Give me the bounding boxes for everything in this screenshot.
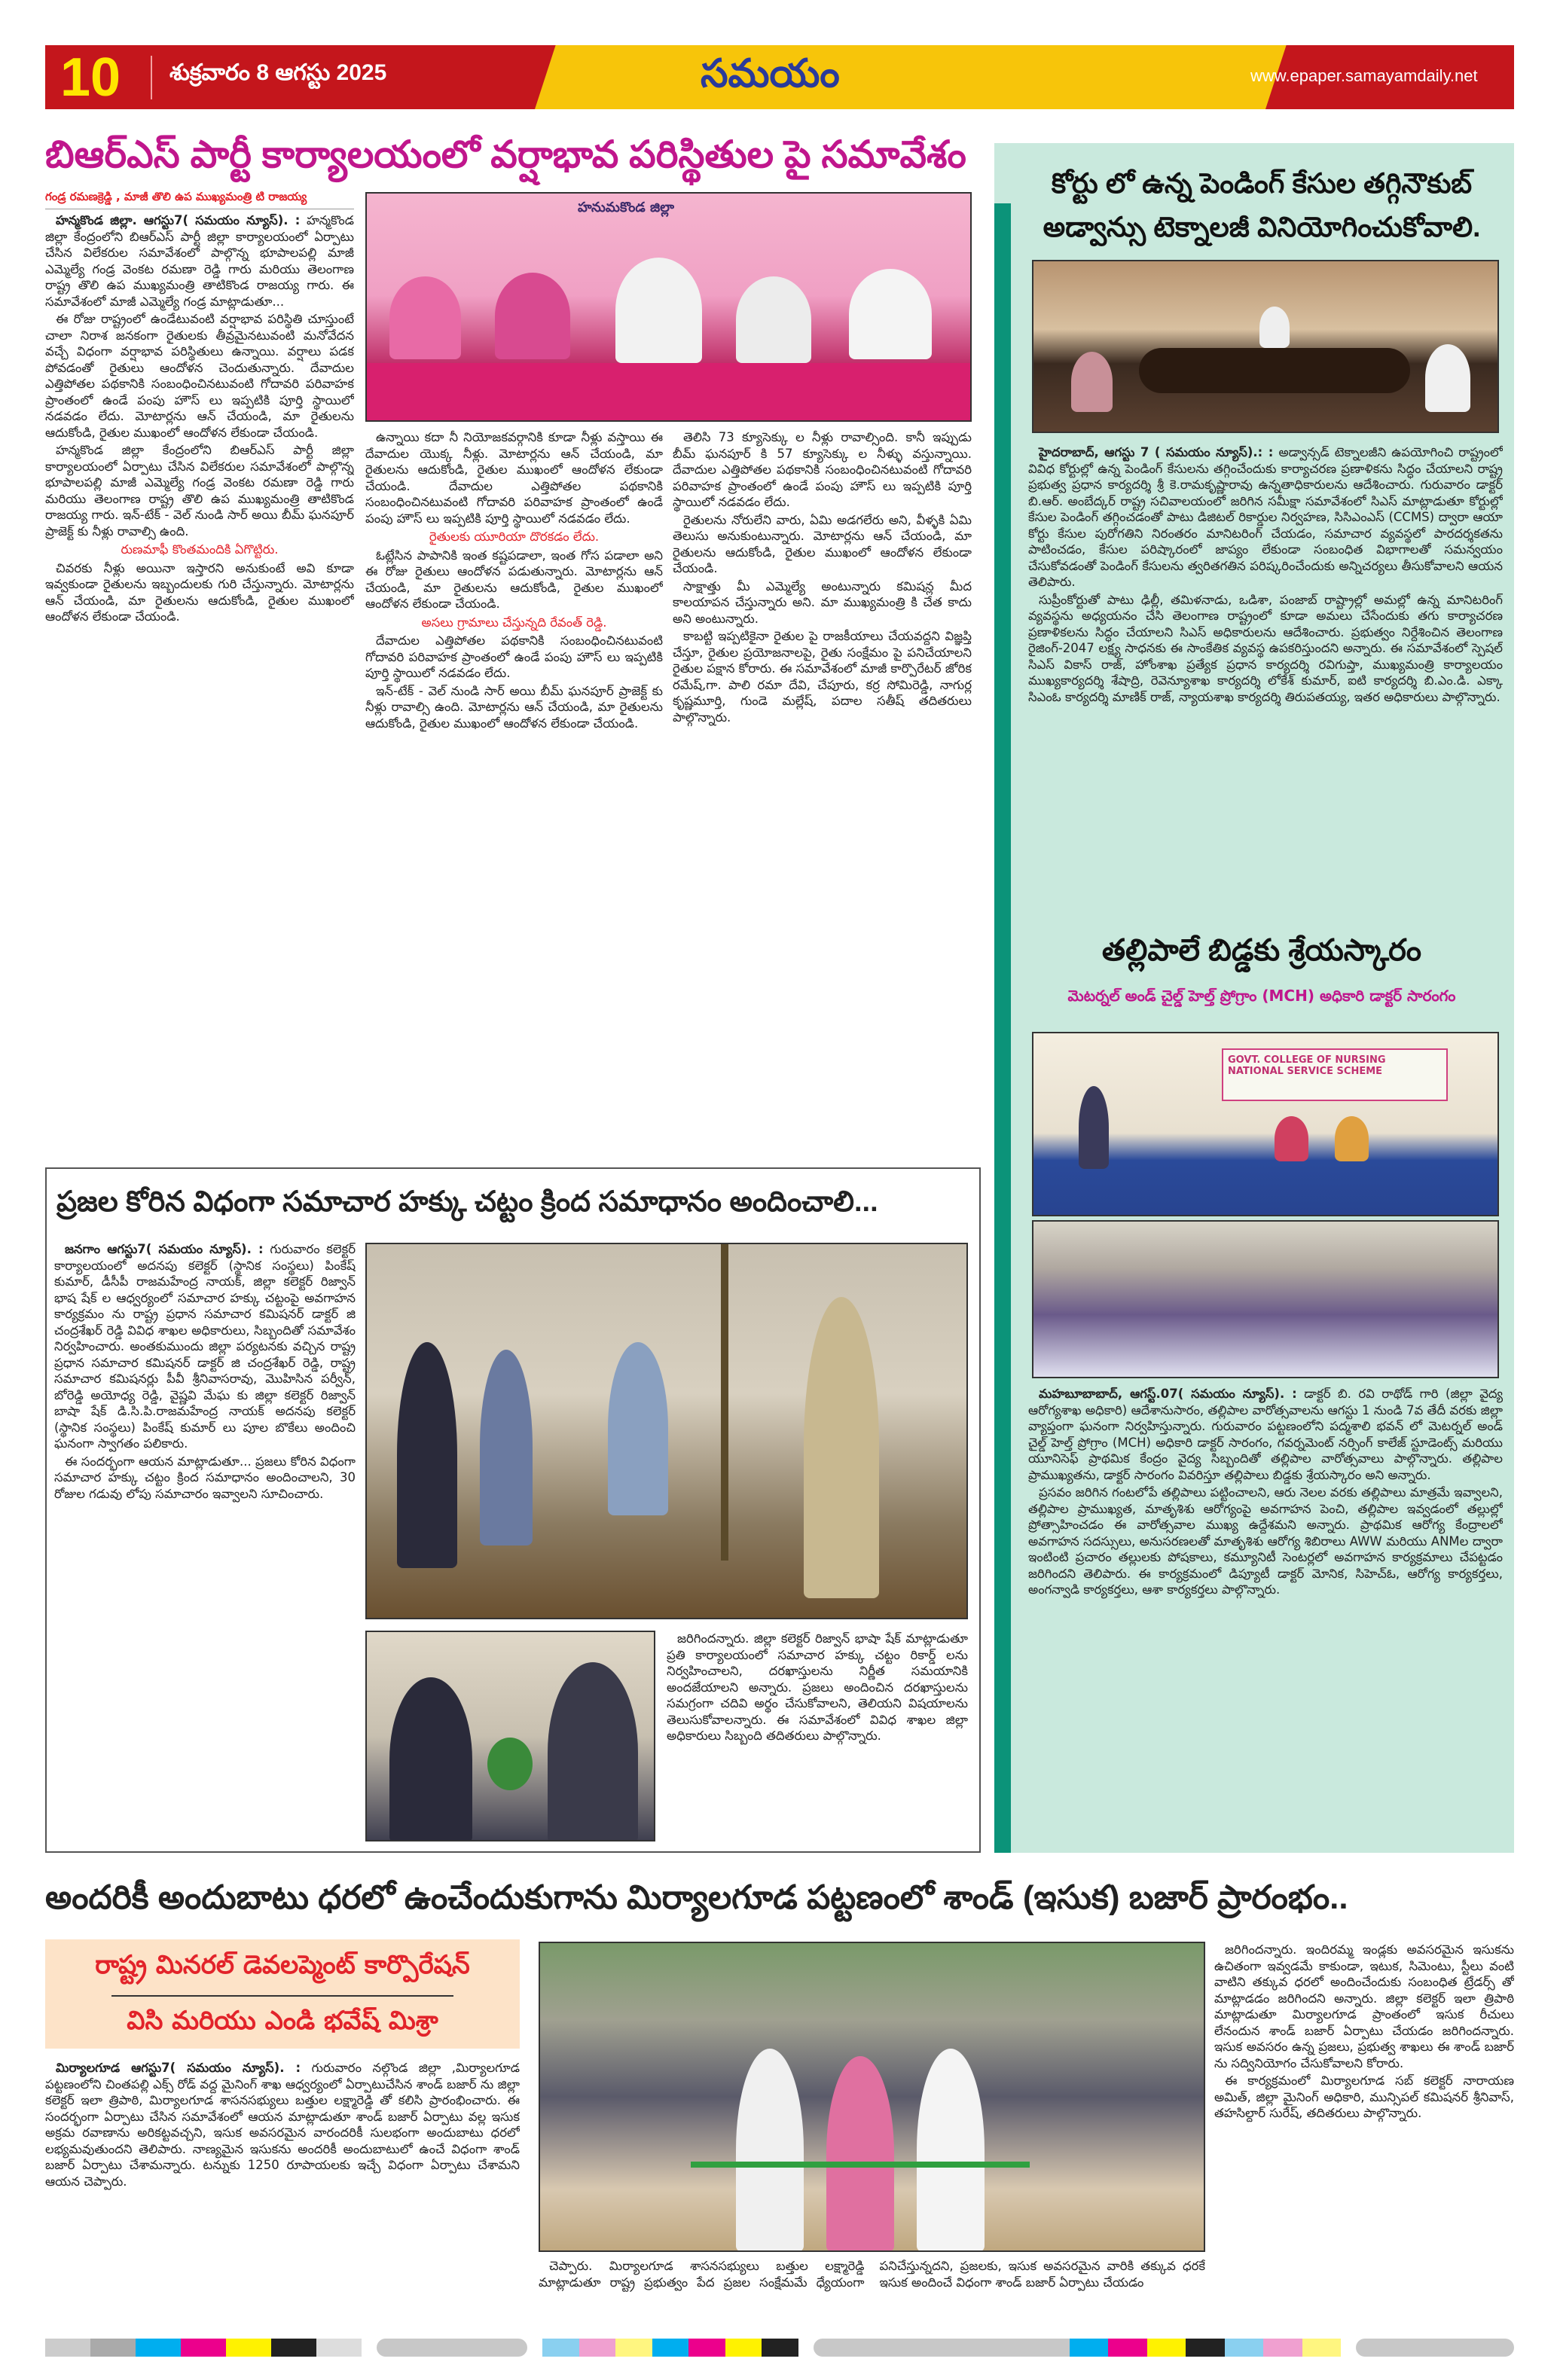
dateline: హన్మకొండ జిల్లా. ఆగస్టు7( సమయం న్యూస్). : <box>56 213 301 227</box>
story4-photo-plant-gift <box>365 1631 655 1841</box>
story5-under-photo <box>539 2258 1205 2326</box>
newspaper-logo: సమయం <box>701 52 840 96</box>
paragraph <box>1028 1484 1503 1598</box>
paragraph <box>45 212 354 310</box>
person-figure <box>1335 1116 1369 1161</box>
color-registration-bar <box>542 2339 798 2357</box>
paragraph-text: ఈ సందర్భంగా ఆయన మాట్లాడుతూ... ప్రజలు కోరిన విధంగా సమాచార హక్కు చట్టం క్రింద సమాధానం అందించాలని, 30 రోజుల గడువు లోపు సమాచారం ఇవ్వాలని సూచించారు. <box>54 1454 356 1501</box>
paragraph <box>539 2258 1205 2291</box>
story2-headline <box>1017 162 1507 249</box>
dateline: మహబూబాబాద్, ఆగస్ట్.07( సమయం న్యూస్). : <box>1039 1387 1297 1401</box>
gray-bar <box>377 2339 527 2357</box>
person-figure <box>495 273 570 359</box>
person-figure <box>1275 1116 1308 1161</box>
issue-date: శుక్రవారం 8 ఆగస్టు 2025 <box>169 60 387 85</box>
person-figure <box>1425 344 1470 412</box>
person-figure <box>1079 1086 1109 1169</box>
person-figure <box>480 1350 533 1545</box>
dateline: మిర్యాలగూడ ఆగస్టు7( సమయం న్యూస్). : <box>56 2061 301 2075</box>
story3-photo-stage <box>1032 1032 1499 1216</box>
masthead-yellow-band <box>535 45 1287 109</box>
paragraph <box>365 633 663 682</box>
paragraph <box>45 311 354 441</box>
color-registration-bar <box>1070 2339 1341 2357</box>
paragraph <box>1028 444 1503 590</box>
paragraph <box>365 429 663 526</box>
paragraph <box>673 578 972 627</box>
story5-photo-inauguration <box>539 1942 1205 2252</box>
panel-accent-bar <box>994 203 1011 1853</box>
paragraph <box>1214 1942 1514 2071</box>
paragraph-text: ఈ రోజు రాష్ట్రంలో ఉండేటువంటి వర్షాభావ పరిస్థితి చూస్తుంటే చాలా నిరాశ జనకంగా రైతులకు తీవ్రమైనటువంటి మనోవేదన వచ్చే విధంగా వర్షాభావ పరిస్థితులు ఉన్నాయి. వర్షాలు పడక పోవడంతో రైతులు ఆందోళన చెందుతున్నారు. దేవాదుల ఎత్తిపోతల పథకానికి సంబంధించినటువంటి గోదావరి పరివాహక ప్రాంతంలో ఉండే పంపు హౌస్ లు ఇప్పటికి పూర్తి స్థాయిలో నడవడం లేదు. మోటార్లను ఆన్ చేయండి, మా రైతులను ఆదుకోండి, రైతుల ముఖంలో ఆందోళన లేకుండా చేయండి. <box>45 312 354 440</box>
gray-bar <box>1356 2339 1514 2357</box>
divider <box>111 1995 453 1997</box>
story2-headline-line2: అడ్వాన్సు టెక్నాలజీ వినియోగించుకోవాలి. <box>1043 212 1481 243</box>
color-registration-bar <box>45 2339 362 2357</box>
story5-column-1 <box>45 2060 520 2324</box>
paragraph <box>45 2060 520 2189</box>
paragraph-text: ఇన్-టేక్ - వెల్ నుండి సార్ అయి బీమ్ ఘనపూర్ ప్రాజెక్ట్ కు నీళ్లు రావాల్సి ఉంది. మోటార్లను ఆన్ చేయండి, మా రైతులను ఆదుకోండి, రైతుల ముఖంలో ఆందోళన లేకుండా చేయండి. <box>365 683 663 731</box>
story3-photo-group <box>1032 1220 1499 1378</box>
stage-banner <box>1222 1048 1448 1101</box>
highlight-line-1: రాష్ట్ర మినరల్ డెవలప్మెంట్ కార్పొరేషన్ <box>95 1950 470 1980</box>
paragraph <box>673 512 972 577</box>
person-figure <box>615 258 702 363</box>
paragraph-text: గురువారం నల్గొండ జిల్లా ,మిర్యాలగూడ పట్టణంలోని చింతపల్లి ఎక్స్ రోడ్ వద్ద మైనింగ్ శాఖ ఆధ్వర్యంలో ఏర్పాటుచేసిన శాండ్ బజార్ ను జిల్లా కలెక్టర్ ఇలా త్రిపాఠి, మిర్యాలగూడ శాసనసభ్యులు బత్తుల లక్ష్మారెడ్డి తో కలిసి ప్రారంభించారు. ఈ సందర్భంగా ఏర్పాటు చేసిన సమావేశంలో ఆయన మాట్లాడుతూ శాండ్ బజార్ ఏర్పాటు వల్ల ఇసుక అక్రమ రవాణాను అరికట్టవచ్చని, ఇసుక అవసరమైన వారందరికీ సులభంగా అందుబాటు ధరలో లభ్యమవుతుందని తెలిపారు. నాణ్యమైన ఇసుకను అందరికీ అందుబాటులో ఉంచే విధంగా శాండ్ బజార్ ఏర్పాటు చేశామన్నారు. టన్నుకు 1250 రూపాయలకు ఇచ్చే విధంగా ఏర్పాటు చేశామని ఆయన చెప్పారు. <box>45 2061 520 2189</box>
dateline: హైదరాబాద్, ఆగస్టు 7 ( సమయం న్యూస్).: : <box>1039 445 1274 459</box>
paragraph-text: దేవాదుల ఎత్తిపోతల పథకానికి సంబంధించినటువంటి గోదావరి పరివాహక ప్రాంతంలో ఉండే పంపు హౌస్ లు ఇప్పటికి పూర్తి స్థాయిలో నడవడం లేదు. <box>365 633 663 680</box>
story1-photo <box>365 192 972 422</box>
highlight-line-2: విసి మరియు ఎండి భవేష్ మిశ్రా <box>127 2006 438 2036</box>
paragraph-text: చివరకు నీళ్లు అయినా ఇస్తారని అనుకుంటే అవి కూడా ఇవ్వకుండా రైతులను ఇబ్బందులకు గురి చేస్తున్నారు. మోటార్లను ఆన్ చేయండి, మా రైతులను ఆదుకోండి, రైతుల ముఖంలో ఆందోళన లేకుండా చేయండి. <box>45 560 354 624</box>
person-figure <box>826 2056 894 2252</box>
table-cloth <box>367 363 972 422</box>
story2-body <box>1028 444 1503 926</box>
story3-body <box>1028 1386 1503 1845</box>
story3-subheadline: మెటర్నల్ అండ్ చైల్డ్ హెల్త్ ప్రోగ్రాం (MCH) అధికారి డాక్టర్ సారంగం <box>1067 987 1456 1005</box>
paragraph-text: ఈ కార్యక్రమంలో మిర్యాలగూడ సబ్ కలెక్టర్ నారాయణ అమిత్, జిల్లా మైనింగ్ అధికారి, మున్సిపల్ కమిషనర్ శ్రీనివాస్, తహసిల్దార్ సురేష్, తదితరులు పాల్గొన్నారు. <box>1214 2073 1514 2120</box>
paragraph-text: డాక్టర్ బి. రవి రాథోడ్ గారి (జిల్లా వైద్య ఆరోగ్యశాఖ అధికారి) ఆదేశానుసారం, తల్లిపాల వారోత్సవాలను ఆగస్టు 1 నుండి 7వ తేదీ వరకు జిల్లా వ్యాప్తంగా ఘనంగా నిర్వహిస్తున్నారు. గురువారం పట్టణంలోని పద్మశాలి భవన్ లో మెటర్నల్ అండ్ చైల్డ్ హెల్త్ ప్రోగ్రాం (MCH) అధికారి డాక్టర్ సారంగం, గవర్నమెంట్ నర్సింగ్ కాలేజ్ స్టూడెంట్స్ మరియు యూనిసెఫ్ ప్రాథమిక కేంద్రం వైద్య సిబ్బందితో తల్లిపాల వారోత్సవాలు పాల్గొన్నారు. తల్లిపాల ప్రాముఖ్యతను, డాక్టర్ సారంగం వివరిస్తూ తల్లిపాలు బిడ్డకు శ్రేయస్కారం అని అన్నారు. <box>1028 1387 1503 1482</box>
paragraph <box>45 560 354 625</box>
potted-plant <box>487 1738 533 1790</box>
paragraph <box>1214 2073 1514 2122</box>
paragraph <box>365 548 663 612</box>
paragraph-text: సాక్షాత్తు మీ ఎమ్మెల్యే అంటున్నారు కమిషన్ల మీద కాలయాపన చేస్తున్నారు అని. మా ముఖ్యమంత్రి కి చేత కాదు అని అంటున్నారు. <box>673 578 972 626</box>
person-figure <box>736 2049 804 2252</box>
person-figure <box>389 276 461 359</box>
story5-headline: అందరికీ అందుబాటు ధరలో ఉంచేందుకుగాను మిర్యాలగూడ పట్టణంలో శాండ్ (ఇసుక) బజార్ ప్రారంభం.. <box>45 1879 1348 1916</box>
paragraph <box>673 429 972 511</box>
paragraph <box>1028 592 1503 706</box>
banner-text-2: NATIONAL SERVICE SCHEME <box>1228 1066 1383 1077</box>
conference-table <box>1139 348 1410 393</box>
paragraph-text: హన్మకొండ జిల్లా కేంద్రంలోని బిఆర్ఎస్ పార్టీ జిల్లా కార్యాలయంలో ఏర్పాటు చేసిన విలేకరుల సమావేశంలో పాల్గొన్న భూపాలపల్లి మాజీ ఎమ్మెల్యే గండ్ర వెంకట రమణా రెడ్డి గారు మరియు తెలంగాణ రాష్ట్ర తొలి ఉప ముఖ్యమంత్రి తాటికొండ రాజయ్య గారు. ఇన్-టేక్ - వెల్ నుండి సార్ అయి బీమ్ ఘనపూర్ ప్రాజెక్ట్ కు నీళ్లు రావాల్సి ఉంది. <box>45 443 354 539</box>
person-figure <box>389 1677 472 1841</box>
person-figure <box>917 2049 985 2252</box>
paragraph <box>673 628 972 725</box>
photo-banner-text: హనుమకొండ జిల్లా <box>578 200 674 215</box>
paragraph-text: అడ్వాన్సడ్ టెక్నాలజీని ఉపయోగించి రాష్ట్రంలో వివిధ కోర్టుల్లో ఉన్న పెండింగ్ కేసులను తగ్గించేందుకు కార్యాచరణ ప్రణాళికను సిద్ధం చేయాలని రాష్ట్ర ప్రభుత్వ ప్రధాన కార్యదర్శి శ్రీ కె.రామకృష్ణారావు ఉన్నతాధికారులను ఆదేశించారు. గురువారం డాక్టర్ బి.ఆర్. అంబేద్కర్ రాష్ట్ర సచివాలయంలో జరిగిన సమీక్షా సమావేశంలో సిఎస్ మాట్లాడుతూ కోర్టుల్లో కేసుల పెండింగ్ తగ్గించడంతో పాటు డిజిటల్ రికార్డుల నిర్వహణ, సిసిఎంఎస్ (CCMS) ద్వారా ఆయా కోర్టు కేసుల పురోగతిని నిరంతరం మానిటరింగ్ చేయడం, సమాచార వ్యవస్థలో పారదర్శకతను పాటించడం, కేసుల పరిష్కారంలో జాప్యం లేకుండా సంబంధిత విభాగాలతో సమన్వయం చేసుకోవడంతో పెండింగ్ కేసులను త్వరితగతిన పరిష్కరించేందుకు అన్నిచర్యలు తీసుకోవాలని ఆయన తెలిపారు. <box>1028 445 1503 589</box>
story5-highlight-box <box>45 1939 520 2049</box>
paragraph-text: సుప్రీంకోర్టుతో పాటు ఢిల్లీ, తమిళనాడు, ఒడిశా, పంజాబ్ రాష్ట్రాల్లో అమల్లో ఉన్న మానిటరింగ్ వ్యవస్థను అధ్యయనం చేసి తెలంగాణ రాష్ట్రంలో కూడా అమలు చేసేందుకు తగు కార్యాచరణ ప్రణాళికలను సిద్ధం చేయాలని సిఎస్ అధికారులను ఆదేశించారు. ప్రభుత్వం నిర్దేశించిన తెలంగాణ రైజింగ్-2047 లక్ష్య సాధనకు ఈ సాంకేతిక వ్యవస్థ ఉపకరిస్తుందని అన్నారు. ఈ సమావేశంలో స్పెషల్ సిఎస్ వికాస్ రాజ్, హోంశాఖ ప్రత్యేక ప్రధాన కార్యదర్శి రవిగుప్తా, ముఖ్యమంత్రి కార్యాలయం ముఖ్యకార్యదర్శి శేషాద్రి, రెవెన్యూశాఖ కార్యదర్శి లోకేశ్ కుమార్, ఐటి కార్యదర్శి బి.ఎం.డి. ఎక్కా సిఎంఓ కార్యదర్శి మాణిక్ రాజ్, న్యాయశాఖ కార్యదర్శి తిరుపతయ్య, ఇతర అధికారులు పాల్గొన్నారు. <box>1028 592 1503 704</box>
person-figure <box>736 276 811 363</box>
subheading: రుణమాఫీ కొంతమందికి ఏగొట్టిరు. <box>121 542 279 557</box>
paragraph <box>54 1454 356 1503</box>
paragraph-text: జరిగిందన్నారు. ఇందిరమ్మ ఇండ్లకు అవసరమైన ఇసుకను ఉచితంగా ఇవ్వడమే కాకుండా, ఇటుక, సిమెంటు, స్టీలు వంటి వాటిని తక్కువ ధరలో అందించేందుకు సంబంధిత ట్రేడర్స్ తో మాట్లాడడం జరిగిందని అన్నారు. జిల్లా కలెక్టర్ ఇలా త్రిపాఠి మాట్లాడుతూ మిర్యాలగూడ ప్రాంతంలో ఇసుక రీచులు లేనందున శాండ్ బజార్ ఏర్పాటు చేయడం జరిగిందన్నారు. ఇసుక అవసరం ఉన్న ప్రజలు, ప్రభుత్వ శాఖలు ఈ శాండ్ బజార్ ను సద్వినియోగం చేసుకోవాలని కోరారు. <box>1214 1942 1514 2070</box>
ribbon <box>691 2162 1030 2168</box>
paragraph-text: ప్రసవం జరిగిన గంటలోపే తల్లిపాలు పట్టించాలని, ఆరు నెలల వరకు తల్లిపాలు మాత్రమే ఇవ్వాలని, తల్లిపాల ప్రాముఖ్యత, మాతృశిశు ఆరోగ్యంపై అవగాహన పెంచి, తల్లిపాల ఇవ్వడంలో తల్లుల్లో ప్రోత్సాహించడం ఈ వారోత్సవాల ముఖ్య ఉద్దేశమని అన్నారు. ప్రాథమిక ఆరోగ్య కేంద్రాలలో అవగాహన సదస్సులు, అనుసరణలతో మాతృశిశు ఆరోగ్య శిబిరాలు AWW మరియు ANMల ద్వారా ఇంటింటి ప్రచారం తల్లులకు పోషకాలు, కమ్యూనిటీ సెంటర్లలో అవగాహన కార్యక్రమాలు చేపట్టడం జరిగిందని తెలిపారు. ఈ కార్యక్రమంలో డిప్యూటీ డాక్టర్ మోనిక, సిహెచ్ఓ, ఆరోగ్య కార్యకర్తలు, అంగన్వాడి కార్యకర్తలు, ఆశా కార్యకర్తలు పాల్గొన్నారు. <box>1028 1485 1503 1597</box>
divider <box>151 56 152 99</box>
subheading: రైతులకు యూరియా దొరకడం లేదు. <box>429 529 600 544</box>
paragraph-text: హన్మకొండ జిల్లా కేంద్రంలోని బిఆర్ఎస్ పార్టీ జిల్లా కార్యాలయంలో ఏర్పాటు చేసిన విలేకరుల సమావేశంలో పాల్గొన్న భూపాలపల్లి మాజీ ఎమ్మెల్యే గండ్ర వెంకట రమణా రెడ్డి గారు మరియు తెలంగాణ రాష్ట్ర తొలి ఉప ముఖ్యమంత్రి తాటికొండ రాజయ్య గారు. ఈ సమావేశంలో మాజీ ఎమ్మెల్యే గండ్ర మాట్లాడుతూ... <box>45 213 354 309</box>
story4-headline: ప్రజల కోరిన విధంగా సమాచార హక్కు చట్టం క్రింద సమాధానం అందించాలి... <box>56 1186 878 1218</box>
story1-column-1 <box>45 212 354 1139</box>
person-figure <box>849 269 932 359</box>
paragraph-text: చెప్పారు. మిర్యాలగూడ శాసనసభ్యులు బత్తుల లక్ష్మారెడ్డి మాట్లాడుతూ రాష్ట్ర ప్రభుత్వం పేద ప్రజల సంక్షేమమే ధ్యేయంగా పనిచేస్తున్నదని, ప్రజలకు, ఇసుక అవసరమైన వారికి తక్కువ ధరకే ఇసుక అందించే విధంగా శాండ్ బజార్ ఏర్పాటు చేయడం <box>539 2259 1205 2290</box>
person-figure <box>1259 307 1290 348</box>
person-figure <box>608 1342 668 1515</box>
story4-column-1 <box>54 1241 356 1844</box>
story1-headline: బిఆర్ఎస్ పార్టీ కార్యాలయంలో వర్షాభావ పరిస్థితుల పై సమావేశం <box>45 133 966 175</box>
story1-byline: గండ్ర రమణక్రెడ్డి , మాజీ తొలి ఉప ముఖ్యమంత్రి టి రాజయ్య <box>45 190 354 209</box>
paragraph <box>365 683 663 732</box>
paragraph-text: తెలిసి 73 క్యూసెక్కు ల నీళ్లు రావాల్సింది. కానీ ఇప్పుడు బీమ్ ఘనపూర్ కి 57 క్యూసెక్కు ల నీళ్ళు వస్తున్నాయి. దేవాదుల ఎత్తిపోతల పథకానికి సంబంధించినటువంటి గోదావరి పరివాహక ప్రాంతంలో ఉండే పంపు హౌస్ లు ఇప్పటికి పూర్తి స్థాయిలో నడవడం లేదు. <box>673 430 972 509</box>
page-number: 10 <box>60 47 121 108</box>
story3-headline: తల్లిపాలే బిడ్డకు శ్రేయస్కారం <box>1101 934 1422 967</box>
paragraph-text: కాబట్టి ఇప్పటికైనా రైతుల పై రాజకీయాలు చేయవద్దని విజ్ఞప్తి చేస్తూ, రైతుల ప్రయోజనాలపై, రైతు సంక్షేమం పై పనిచేయాలని రైతుల పక్షాన కోరారు. ఈ సమావేశంలో మాజీ కార్పొరేటర్ జోరిక రమేష్,గా. పాలి రమా దేవి, చేపూరు, కర్ర సోమిరెడ్డి, నాగుర్ల కృష్ణమూర్తి, గుండె మల్లేష్, పదాల సతీష్ తదితరులు పాల్గొన్నారు. <box>673 629 972 725</box>
epaper-url[interactable]: www.epaper.samayamdaily.net <box>1250 66 1478 85</box>
paragraph <box>667 1631 968 1744</box>
story4-photo-planting <box>365 1243 968 1619</box>
sapling <box>721 1244 728 1561</box>
person-figure <box>397 1342 457 1568</box>
story4-column-2 <box>667 1631 968 1841</box>
story2-photo <box>1032 260 1499 433</box>
paragraph-text: జరిగిందన్నారు. జిల్లా కలెక్టర్ రిజ్వాన్ భాషా షేక్ మాట్లాడుతూ ప్రతి కార్యాలయంలో సమాచార హక్కు చట్టం రికార్డ్ లను నిర్వహించాలని, దరఖాస్తులను నిర్ణీత సమయానికి అందజేయాలని అన్నారు. ప్రజలు అందించిన దరఖాస్తులను సమగ్రంగా చదివి అర్థం చేసుకోవాలని, తెలియని విషయాలను తెలుసుకోవాలన్నారు. ఈ సమావేశంలో వివిధ శాఖల జిల్లా అధికారులు సిబ్బంది తదితరులు పాల్గొన్నారు. <box>667 1631 968 1743</box>
person-figure <box>1071 352 1113 412</box>
person-figure <box>804 1297 879 1598</box>
dateline: జనగాం ఆగస్టు7( సమయం న్యూస్). : <box>65 1242 264 1256</box>
subheading: అసలు గ్రామాలు చేస్తున్నది రేవంత్ రెడ్డి. <box>421 615 607 630</box>
story1-column-3 <box>673 429 972 1137</box>
paragraph <box>45 442 354 539</box>
paragraph <box>1028 1386 1503 1483</box>
paragraph-text: ఉన్నాయి కదా నీ నియోజకవర్గానికి కూడా నీళ్లు వస్తాయి ఈ దేవాదుల యొక్క నీళ్లు. మోటార్లను ఆన్ చేయండి, మా రైతులను ఆదుకోండి, రైతుల ముఖంలో ఆందోళన లేకుండా చేయండి. దేవాదుల ఎత్తిపోతల పథకానికి సంబంధించినటువంటి గోదావరి పరివాహక ప్రాంతంలో ఉండే పంపు హౌస్ లు ఇప్పటికి పూర్తి స్థాయిలో నడవడం లేదు. <box>365 430 663 526</box>
story1-column-2 <box>365 429 663 1137</box>
story5-column-3 <box>1214 1942 1514 2326</box>
story2-headline-line1: కోర్టు లో ఉన్న పెండింగ్ కేసుల తగ్గినౌకుబ్ <box>1051 168 1473 199</box>
masthead <box>45 45 1514 109</box>
paragraph-text: రైతులను నోరులేని వారు, ఏమి అడగలేరు అని, వీళ్ళకి ఏమి తెలుసు అనుకుంటున్నారు. మోటార్లను ఆన్ చేయండి, మా రైతులను ఆదుకోండి, రైతుల ముఖంలో ఆందోళన లేకుండా చేయండి. <box>673 512 972 575</box>
banner-text: GOVT. COLLEGE OF NURSING <box>1228 1054 1386 1066</box>
paragraph-text: ఓట్లేసిన పాపానికి ఇంత కష్టపడాలా, ఇంత గోస పడాలా అని ఈ రోజు రైతులు ఆందోళన పడుతున్నారు. మోటార్లను ఆన్ చేయండి, మా రైతులను ఆదుకోండి, రైతుల ముఖంలో ఆందోళన లేకుండా చేయండి. <box>365 548 663 611</box>
paragraph <box>54 1241 356 1452</box>
person-figure <box>548 1662 638 1841</box>
paragraph-text: గురువారం కలెక్టర్ కార్యాలయంలో అదనపు కలెక్టర్ (స్థానిక సంస్థలు) పింకేష్ కుమార్, డీసీపీ రాజమహేంద్ర నాయక్, జిల్లా కలెక్టర్ రిజ్వాన్ భాష షేక్ ల ఆధ్వర్యంలో సమాచార హక్కు చట్టంపై అవగాహన కార్యక్రమం ను రాష్ట్ర ప్రధాన సమాచార కమిషనర్ డాక్టర్ జి చంద్రశేఖర్ రెడ్డి వివిధ శాఖల అధికారులు, సిబ్బందితో సమావేశం నిర్వహించారు. అంతకుముందు జిల్లా పర్యటనకు వచ్చిన రాష్ట్ర ప్రధాన సమాచార కమిషనర్ డాక్టర్ జి చంద్రశేఖర్ రెడ్డి, రాష్ట్ర సమాచార కమిషనర్లు పీవీ శ్రీనివాసరావు, మొహిసిన పర్వీన్, బోరెడ్డి అయోధ్య రెడ్డి, వైష్ణవి మేఘ కు జిల్లా కలెక్టర్ రిజ్వాన్ బాషా షేక్ డి.సి.పి.రాజమహేంద్ర నాయక్ అదనపు కలెక్టర్ (స్థానిక సంస్థలు) పింకేష్ కుమార్ లు పూల బొకేలు అందించి ఘనంగా స్వాగతం పలికారు. <box>54 1242 356 1451</box>
